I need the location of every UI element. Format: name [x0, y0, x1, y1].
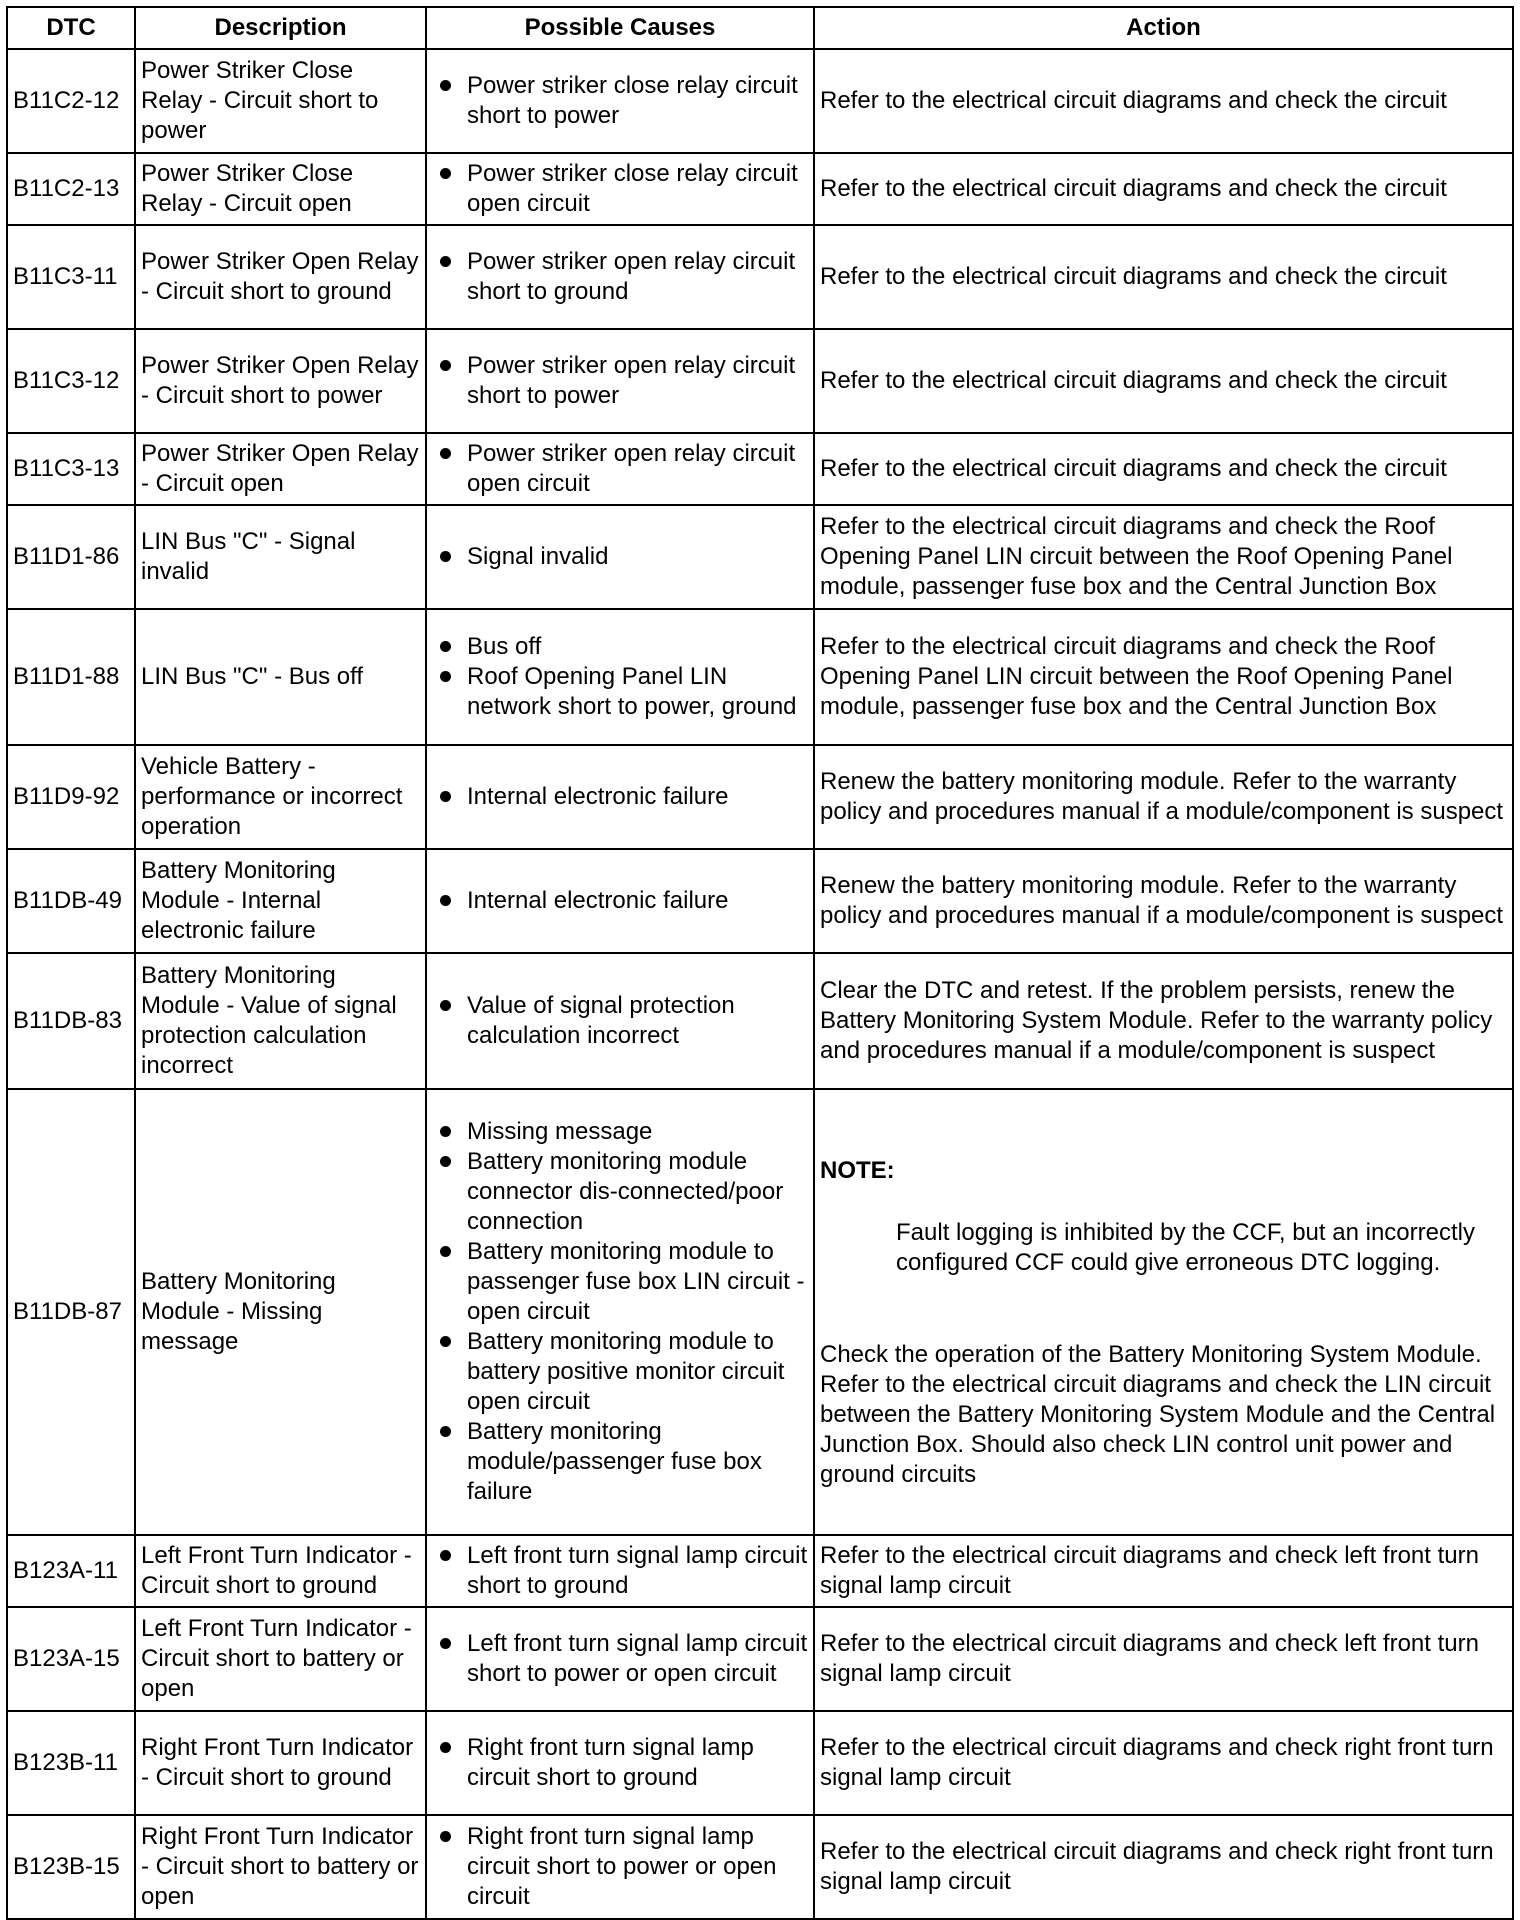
header-dtc: DTC — [7, 7, 135, 49]
action-cell — [814, 1535, 1513, 1607]
possible-cause-item: Right front turn signal lamp circuit short to ground — [432, 1733, 809, 1793]
possible-causes-cell — [426, 153, 814, 225]
possible-cause-item: Left front turn signal lamp circuit short to power or open circuit — [432, 1629, 809, 1689]
table-row — [7, 49, 1513, 153]
dtc-description: Power Striker Open Relay - Circuit short to power — [135, 329, 426, 433]
dtc-description: Left Front Turn Indicator - Circuit short to battery or open — [135, 1607, 426, 1711]
dtc-description: LIN Bus "C" - Signal invalid — [135, 505, 426, 609]
dtc-code: B123B-15 — [7, 1815, 135, 1919]
dtc-description: Battery Monitoring Module - Internal electronic failure — [135, 849, 426, 953]
action-text: Refer to the electrical circuit diagrams and check left front turn signal lamp circuit — [820, 1542, 1479, 1599]
table-row — [7, 1607, 1513, 1711]
action-cell — [814, 953, 1513, 1089]
action-cell — [814, 153, 1513, 225]
table-row — [7, 1535, 1513, 1607]
possible-cause-item: Battery monitoring module/passenger fuse box failure — [432, 1417, 809, 1507]
table-row — [7, 1711, 1513, 1815]
dtc-code: B11C3-11 — [7, 225, 135, 329]
possible-causes-list — [432, 542, 809, 572]
possible-causes-list — [432, 1733, 809, 1793]
action-cell — [814, 609, 1513, 745]
table-row — [7, 225, 1513, 329]
possible-causes-cell — [426, 1535, 814, 1607]
possible-cause-item: Internal electronic failure — [432, 886, 809, 916]
dtc-code: B11DB-87 — [7, 1089, 135, 1535]
dtc-code: B123A-15 — [7, 1607, 135, 1711]
possible-causes-cell — [426, 609, 814, 745]
possible-causes-cell — [426, 745, 814, 849]
dtc-description: Power Striker Close Relay - Circuit short to power — [135, 49, 426, 153]
action-text: Renew the battery monitoring module. Refer to the warranty policy and procedures manual if a module/component is suspect — [820, 768, 1504, 825]
possible-cause-item: Internal electronic failure — [432, 782, 809, 812]
action-text: Refer to the electrical circuit diagrams and check the circuit — [820, 367, 1447, 394]
dtc-code: B123A-11 — [7, 1535, 135, 1607]
dtc-description: Right Front Turn Indicator - Circuit short to ground — [135, 1711, 426, 1815]
dtc-code: B11DB-49 — [7, 849, 135, 953]
note-text: Fault logging is inhibited by the CCF, but an incorrectly configured CCF could give erroneous DTC logging. — [896, 1219, 1475, 1276]
dtc-table — [6, 6, 1514, 1920]
header-row — [7, 7, 1513, 49]
document-page — [6, 6, 1514, 1920]
possible-causes-list — [432, 159, 809, 219]
dtc-code: B123B-11 — [7, 1711, 135, 1815]
dtc-code: B11DB-83 — [7, 953, 135, 1089]
possible-causes-cell — [426, 849, 814, 953]
action-cell — [814, 433, 1513, 505]
possible-cause-item: Signal invalid — [432, 542, 809, 572]
table-row — [7, 1089, 1513, 1535]
action-text: Refer to the electrical circuit diagrams and check right front turn signal lamp circuit — [820, 1838, 1494, 1895]
possible-causes-cell — [426, 225, 814, 329]
possible-causes-cell — [426, 1089, 814, 1535]
possible-causes-cell — [426, 953, 814, 1089]
header-possible-causes: Possible Causes — [426, 7, 814, 49]
possible-causes-list — [432, 71, 809, 131]
action-text: Refer to the electrical circuit diagrams and check the circuit — [820, 87, 1447, 114]
possible-causes-list — [432, 1541, 809, 1601]
dtc-description: Power Striker Open Relay - Circuit short to ground — [135, 225, 426, 329]
dtc-description: Battery Monitoring Module - Value of signal protection calculation incorrect — [135, 953, 426, 1089]
possible-cause-item: Missing message — [432, 1117, 809, 1147]
possible-causes-cell — [426, 1815, 814, 1919]
possible-causes-cell — [426, 1711, 814, 1815]
dtc-code: B11D9-92 — [7, 745, 135, 849]
possible-cause-item: Power striker open relay circuit short to ground — [432, 247, 809, 307]
possible-causes-cell — [426, 1607, 814, 1711]
action-text: Refer to the electrical circuit diagrams and check the Roof Opening Panel LIN circuit between the Roof Opening Panel module, passenger fuse box and the Central Junction Box — [820, 513, 1453, 600]
table-row — [7, 953, 1513, 1089]
possible-causes-cell — [426, 433, 814, 505]
action-cell — [814, 49, 1513, 153]
dtc-description: Power Striker Close Relay - Circuit open — [135, 153, 426, 225]
possible-causes-list — [432, 991, 809, 1051]
action-text: Check the operation of the Battery Monitoring System Module. Refer to the electrical circuit diagrams and check the LIN circuit between the Battery Monitoring System Module and the Central Junction Box. Should also check LIN control unit power and ground circuits — [820, 1341, 1496, 1488]
table-row — [7, 505, 1513, 609]
table-row — [7, 609, 1513, 745]
possible-causes-list — [432, 1822, 809, 1912]
action-text: Refer to the electrical circuit diagrams and check the circuit — [820, 175, 1447, 202]
action-text: Refer to the electrical circuit diagrams and check right front turn signal lamp circuit — [820, 1734, 1494, 1791]
dtc-description: Vehicle Battery - performance or incorrect operation — [135, 745, 426, 849]
possible-causes-list — [432, 886, 809, 916]
dtc-code: B11C2-12 — [7, 49, 135, 153]
action-text: Refer to the electrical circuit diagrams and check left front turn signal lamp circuit — [820, 1630, 1479, 1687]
table-row — [7, 433, 1513, 505]
possible-causes-cell — [426, 49, 814, 153]
action-cell — [814, 225, 1513, 329]
possible-cause-item: Battery monitoring module to passenger fuse box LIN circuit - open circuit — [432, 1237, 809, 1327]
possible-causes-list — [432, 632, 809, 722]
dtc-description: Power Striker Open Relay - Circuit open — [135, 433, 426, 505]
possible-cause-item: Power striker close relay circuit open circuit — [432, 159, 809, 219]
possible-cause-item: Roof Opening Panel LIN network short to power, ground — [432, 662, 809, 722]
table-row — [7, 329, 1513, 433]
header-description: Description — [135, 7, 426, 49]
possible-cause-item: Right front turn signal lamp circuit short to power or open circuit — [432, 1822, 809, 1912]
possible-cause-item: Power striker open relay circuit open circuit — [432, 439, 809, 499]
action-text: Refer to the electrical circuit diagrams and check the circuit — [820, 263, 1447, 290]
table-row — [7, 153, 1513, 225]
possible-cause-item: Battery monitoring module to battery positive monitor circuit open circuit — [432, 1327, 809, 1417]
possible-causes-list — [432, 247, 809, 307]
action-text: Clear the DTC and retest. If the problem persists, renew the Battery Monitoring System Module. Refer to the warranty policy and procedures manual if a module/component is suspect — [820, 977, 1493, 1064]
dtc-code: B11C2-13 — [7, 153, 135, 225]
header-action: Action — [814, 7, 1513, 49]
dtc-description: Battery Monitoring Module - Missing message — [135, 1089, 426, 1535]
action-cell — [814, 1089, 1513, 1535]
action-cell — [814, 1711, 1513, 1815]
dtc-code: B11C3-12 — [7, 329, 135, 433]
dtc-code: B11D1-86 — [7, 505, 135, 609]
action-cell — [814, 745, 1513, 849]
dtc-description: Right Front Turn Indicator - Circuit short to battery or open — [135, 1815, 426, 1919]
possible-causes-cell — [426, 329, 814, 433]
possible-causes-cell — [426, 505, 814, 609]
possible-cause-item: Value of signal protection calculation incorrect — [432, 991, 809, 1051]
possible-cause-item: Power striker open relay circuit short to power — [432, 351, 809, 411]
note-label: NOTE: — [820, 1157, 895, 1184]
possible-causes-list — [432, 1117, 809, 1507]
dtc-description: Left Front Turn Indicator - Circuit short to ground — [135, 1535, 426, 1607]
action-cell — [814, 505, 1513, 609]
action-cell — [814, 1607, 1513, 1711]
possible-causes-list — [432, 1629, 809, 1689]
possible-causes-list — [432, 782, 809, 812]
dtc-description: LIN Bus "C" - Bus off — [135, 609, 426, 745]
possible-cause-item: Left front turn signal lamp circuit short to ground — [432, 1541, 809, 1601]
table-row — [7, 849, 1513, 953]
action-cell — [814, 1815, 1513, 1919]
action-cell — [814, 329, 1513, 433]
table-row — [7, 745, 1513, 849]
table-row — [7, 1815, 1513, 1919]
possible-cause-item: Power striker close relay circuit short to power — [432, 71, 809, 131]
possible-cause-item: Battery monitoring module connector dis-connected/poor connection — [432, 1147, 809, 1237]
action-text: Refer to the electrical circuit diagrams and check the circuit — [820, 455, 1447, 482]
dtc-code: B11D1-88 — [7, 609, 135, 745]
dtc-code: B11C3-13 — [7, 433, 135, 505]
action-cell — [814, 849, 1513, 953]
possible-cause-item: Bus off — [432, 632, 809, 662]
action-text: Renew the battery monitoring module. Refer to the warranty policy and procedures manual if a module/component is suspect — [820, 872, 1504, 929]
table-body — [7, 49, 1513, 1919]
possible-causes-list — [432, 439, 809, 499]
possible-causes-list — [432, 351, 809, 411]
action-text: Refer to the electrical circuit diagrams and check the Roof Opening Panel LIN circuit between the Roof Opening Panel module, passenger fuse box and the Central Junction Box — [820, 633, 1453, 720]
